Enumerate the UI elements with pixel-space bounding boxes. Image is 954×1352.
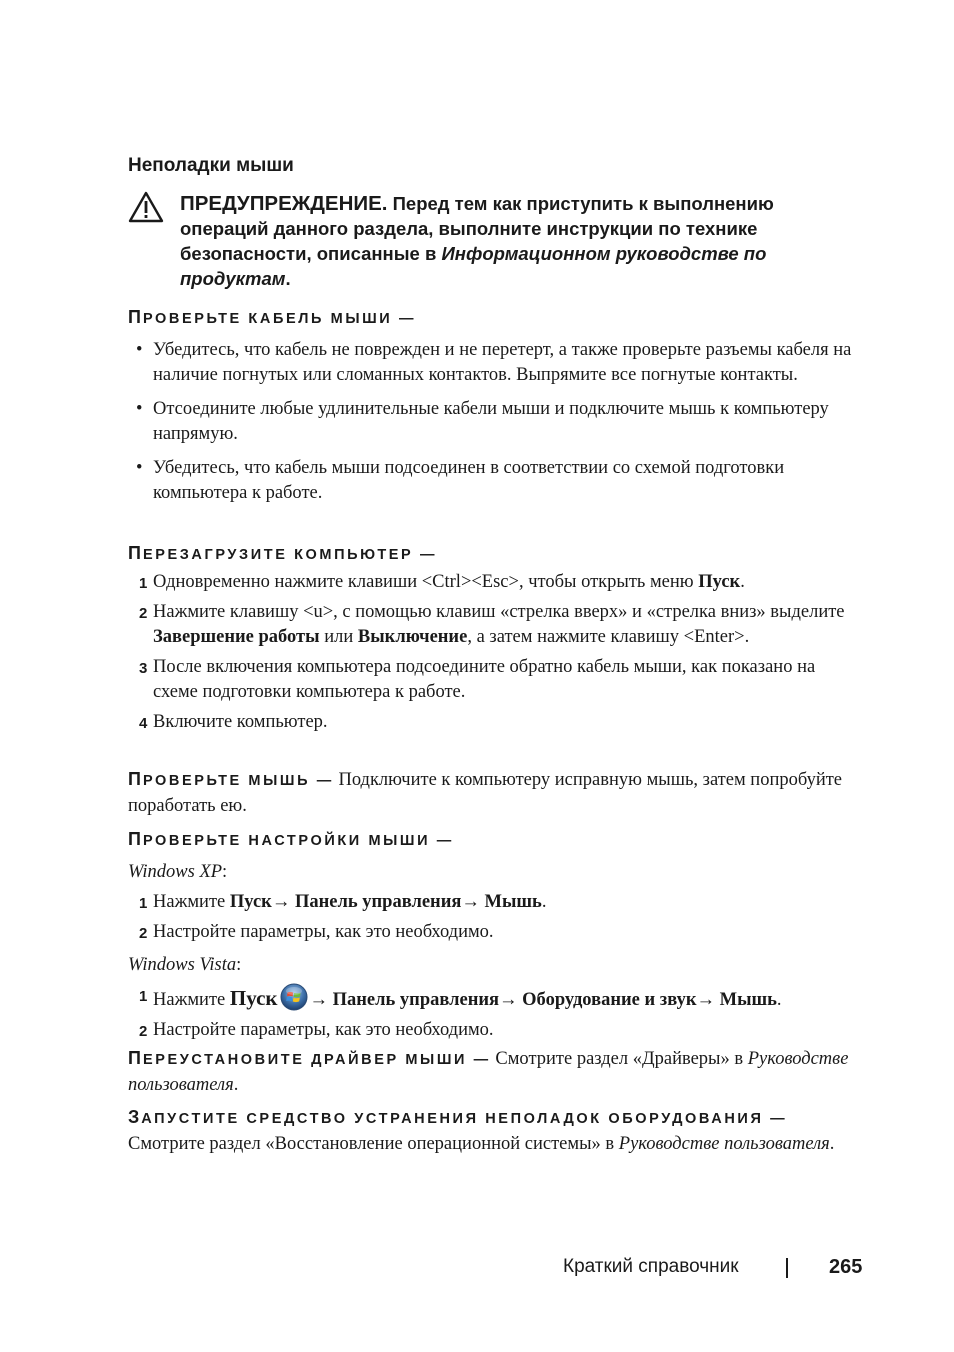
step-bold: Пуск: [229, 986, 278, 1010]
step-number: 2: [139, 605, 148, 622]
reinstall-end: .: [233, 1075, 239, 1095]
heading-cap: П: [128, 829, 143, 849]
warning-lead: ПРЕДУПРЕЖДЕНИЕ.: [180, 192, 388, 215]
warning-block: [128, 191, 858, 291]
step-text: .: [740, 572, 745, 592]
heading-mouse-settings: [128, 827, 863, 854]
troubleshooter-end: .: [829, 1134, 835, 1154]
arrow: →: [499, 990, 523, 1010]
windows-vista-label: [128, 953, 863, 978]
arrow: →: [271, 892, 295, 912]
section-title: Неполадки мыши: [128, 155, 294, 176]
troubleshooter-text: Смотрите раздел «Восстановление операционной системы» в: [128, 1134, 619, 1154]
step-text: Настройте параметры, как это необходимо.: [153, 1020, 494, 1040]
step-item: [128, 600, 863, 650]
windows-start-icon: [280, 983, 308, 1011]
step-text: .: [776, 990, 782, 1010]
step-number: 1: [139, 988, 148, 1005]
arrow: →: [696, 990, 720, 1010]
warning-end: .: [285, 268, 291, 289]
heading-check-cable: [128, 305, 863, 332]
step-number: 4: [139, 715, 148, 732]
heading-cap: П: [128, 307, 143, 327]
step-number: 2: [139, 925, 148, 942]
step-item: [128, 655, 863, 705]
list-item-text: Убедитесь, что кабель не поврежден и не перетерт, а также проверьте разъемы кабеля на наличие погнутых или сломанных контактов. Выпрямите все погнутые контакты.: [153, 340, 852, 385]
step-text: Нажмите: [153, 892, 230, 912]
step-bold: Панель управления: [294, 892, 462, 912]
footer-title: Краткий справочник: [563, 1256, 739, 1277]
arrow: →: [309, 990, 333, 1010]
step-bold: Пуск: [698, 572, 741, 592]
list-item: • Убедитесь, что кабель не поврежден и не перетерт, а также проверьте разъемы кабеля на наличие погнутых или сломанных контактов. Выпрямите все погнутые контакты.: [136, 340, 852, 385]
step-text: или: [319, 627, 358, 647]
footer-divider: [786, 1258, 788, 1278]
heading-rest: ЕРЕУСТАНОВИТЕ ДРАЙВЕР МЫШИ —: [142, 1052, 491, 1068]
step-text: Нажмите клавишу <u>, с помощью клавиш «стрелка вверх» и «стрелка вниз» выделите: [153, 602, 845, 622]
step-item: [128, 1018, 863, 1043]
heading-restart: [128, 541, 863, 568]
warning-text: [180, 191, 858, 291]
step-item: [128, 890, 863, 915]
reinstall-text: Смотрите раздел «Драйверы» в: [490, 1049, 748, 1069]
step-text: Включите компьютер.: [153, 712, 328, 732]
step-bold: Оборудование и звук: [522, 990, 697, 1010]
heading-cap: П: [128, 543, 143, 563]
xp-steps: [128, 890, 863, 950]
step-text: Настройте параметры, как это необходимо.: [153, 922, 494, 942]
step-number: 1: [139, 895, 148, 912]
warning-icon: [128, 191, 164, 223]
step-item: [128, 983, 863, 1013]
os-name: Windows XP: [128, 862, 223, 882]
os-colon: :: [222, 862, 228, 882]
step-number: 2: [139, 1023, 148, 1040]
doc-title: Руководстве пользователя: [128, 1049, 849, 1095]
os-name: Windows Vista: [128, 955, 237, 975]
step-bold: Мышь: [484, 892, 542, 912]
list-item-text: Отсоедините любые удлинительные кабели мыши и подключите мышь к компьютеру напрямую.: [153, 399, 829, 444]
step-bold: Завершение работы: [153, 627, 320, 647]
step-text: Одновременно нажмите клавиши <Ctrl><Esc>, чтобы открыть меню: [153, 572, 699, 592]
check-mouse-paragraph: [128, 767, 863, 819]
restart-steps: [128, 570, 863, 740]
heading-rest: РОВЕРЬТЕ КАБЕЛЬ МЫШИ —: [142, 311, 417, 327]
page-number: 265: [829, 1256, 863, 1278]
os-colon: :: [236, 955, 242, 975]
check-mouse-text: Подключите к компьютеру исправную мышь, затем попробуйте поработать ею.: [128, 770, 843, 816]
step-number: 3: [139, 660, 148, 677]
heading-rest: АПУСТИТЕ СРЕДСТВО УСТРАНЕНИЯ НЕПОЛАДОК ОБОРУДОВАНИЯ —: [141, 1111, 788, 1127]
heading-rest: РОВЕРЬТЕ МЫШЬ —: [142, 773, 334, 789]
step-bold: Мышь: [719, 990, 777, 1010]
step-bold: Пуск: [229, 892, 272, 912]
step-item: [128, 920, 863, 945]
doc-title: Руководстве пользователя: [618, 1134, 830, 1154]
step-bold: Выключение: [357, 627, 468, 647]
check-cable-list: [128, 338, 863, 515]
list-item-text: Убедитесь, что кабель мыши подсоединен в соответствии со схемой подготовки компьютера к работе.: [153, 458, 785, 503]
warning-body: Перед тем как приступить к выполнению операций данного раздела, выполните инструкции по технике безопасности, описанные в: [180, 193, 774, 264]
list-item: • Убедитесь, что кабель мыши подсоединен в соответствии со схемой подготовки компьютера к работе.: [136, 458, 785, 503]
step-text: Нажмите: [153, 990, 230, 1010]
step-item: [128, 570, 863, 595]
list-item: • Отсоедините любые удлинительные кабели мыши и подключите мышь к компьютеру напрямую.: [136, 399, 829, 444]
warning-doc-title: Информационном руководстве по продуктам: [180, 243, 767, 289]
windows-xp-label: [128, 860, 863, 885]
heading-cap: П: [128, 1048, 143, 1068]
step-item: [128, 710, 863, 735]
step-text: .: [541, 892, 547, 912]
heading-rest: РОВЕРЬТЕ НАСТРОЙКИ МЫШИ —: [142, 833, 454, 849]
step-text: После включения компьютера подсоедините обратно кабель мыши, как показано на схеме подготовки компьютера к работе.: [153, 657, 816, 702]
step-bold: Панель управления: [332, 990, 500, 1010]
step-number: 1: [139, 575, 148, 592]
heading-cap: З: [128, 1107, 142, 1127]
arrow: →: [461, 892, 485, 912]
troubleshooter-paragraph: [128, 1105, 863, 1157]
heading-cap: П: [128, 769, 143, 789]
vista-steps: [128, 983, 863, 1048]
reinstall-driver-paragraph: [128, 1046, 863, 1098]
heading-rest: ЕРЕЗАГРУЗИТЕ КОМПЬЮТЕР —: [142, 547, 438, 563]
step-text: , а затем нажмите клавишу <Enter>.: [467, 627, 750, 647]
